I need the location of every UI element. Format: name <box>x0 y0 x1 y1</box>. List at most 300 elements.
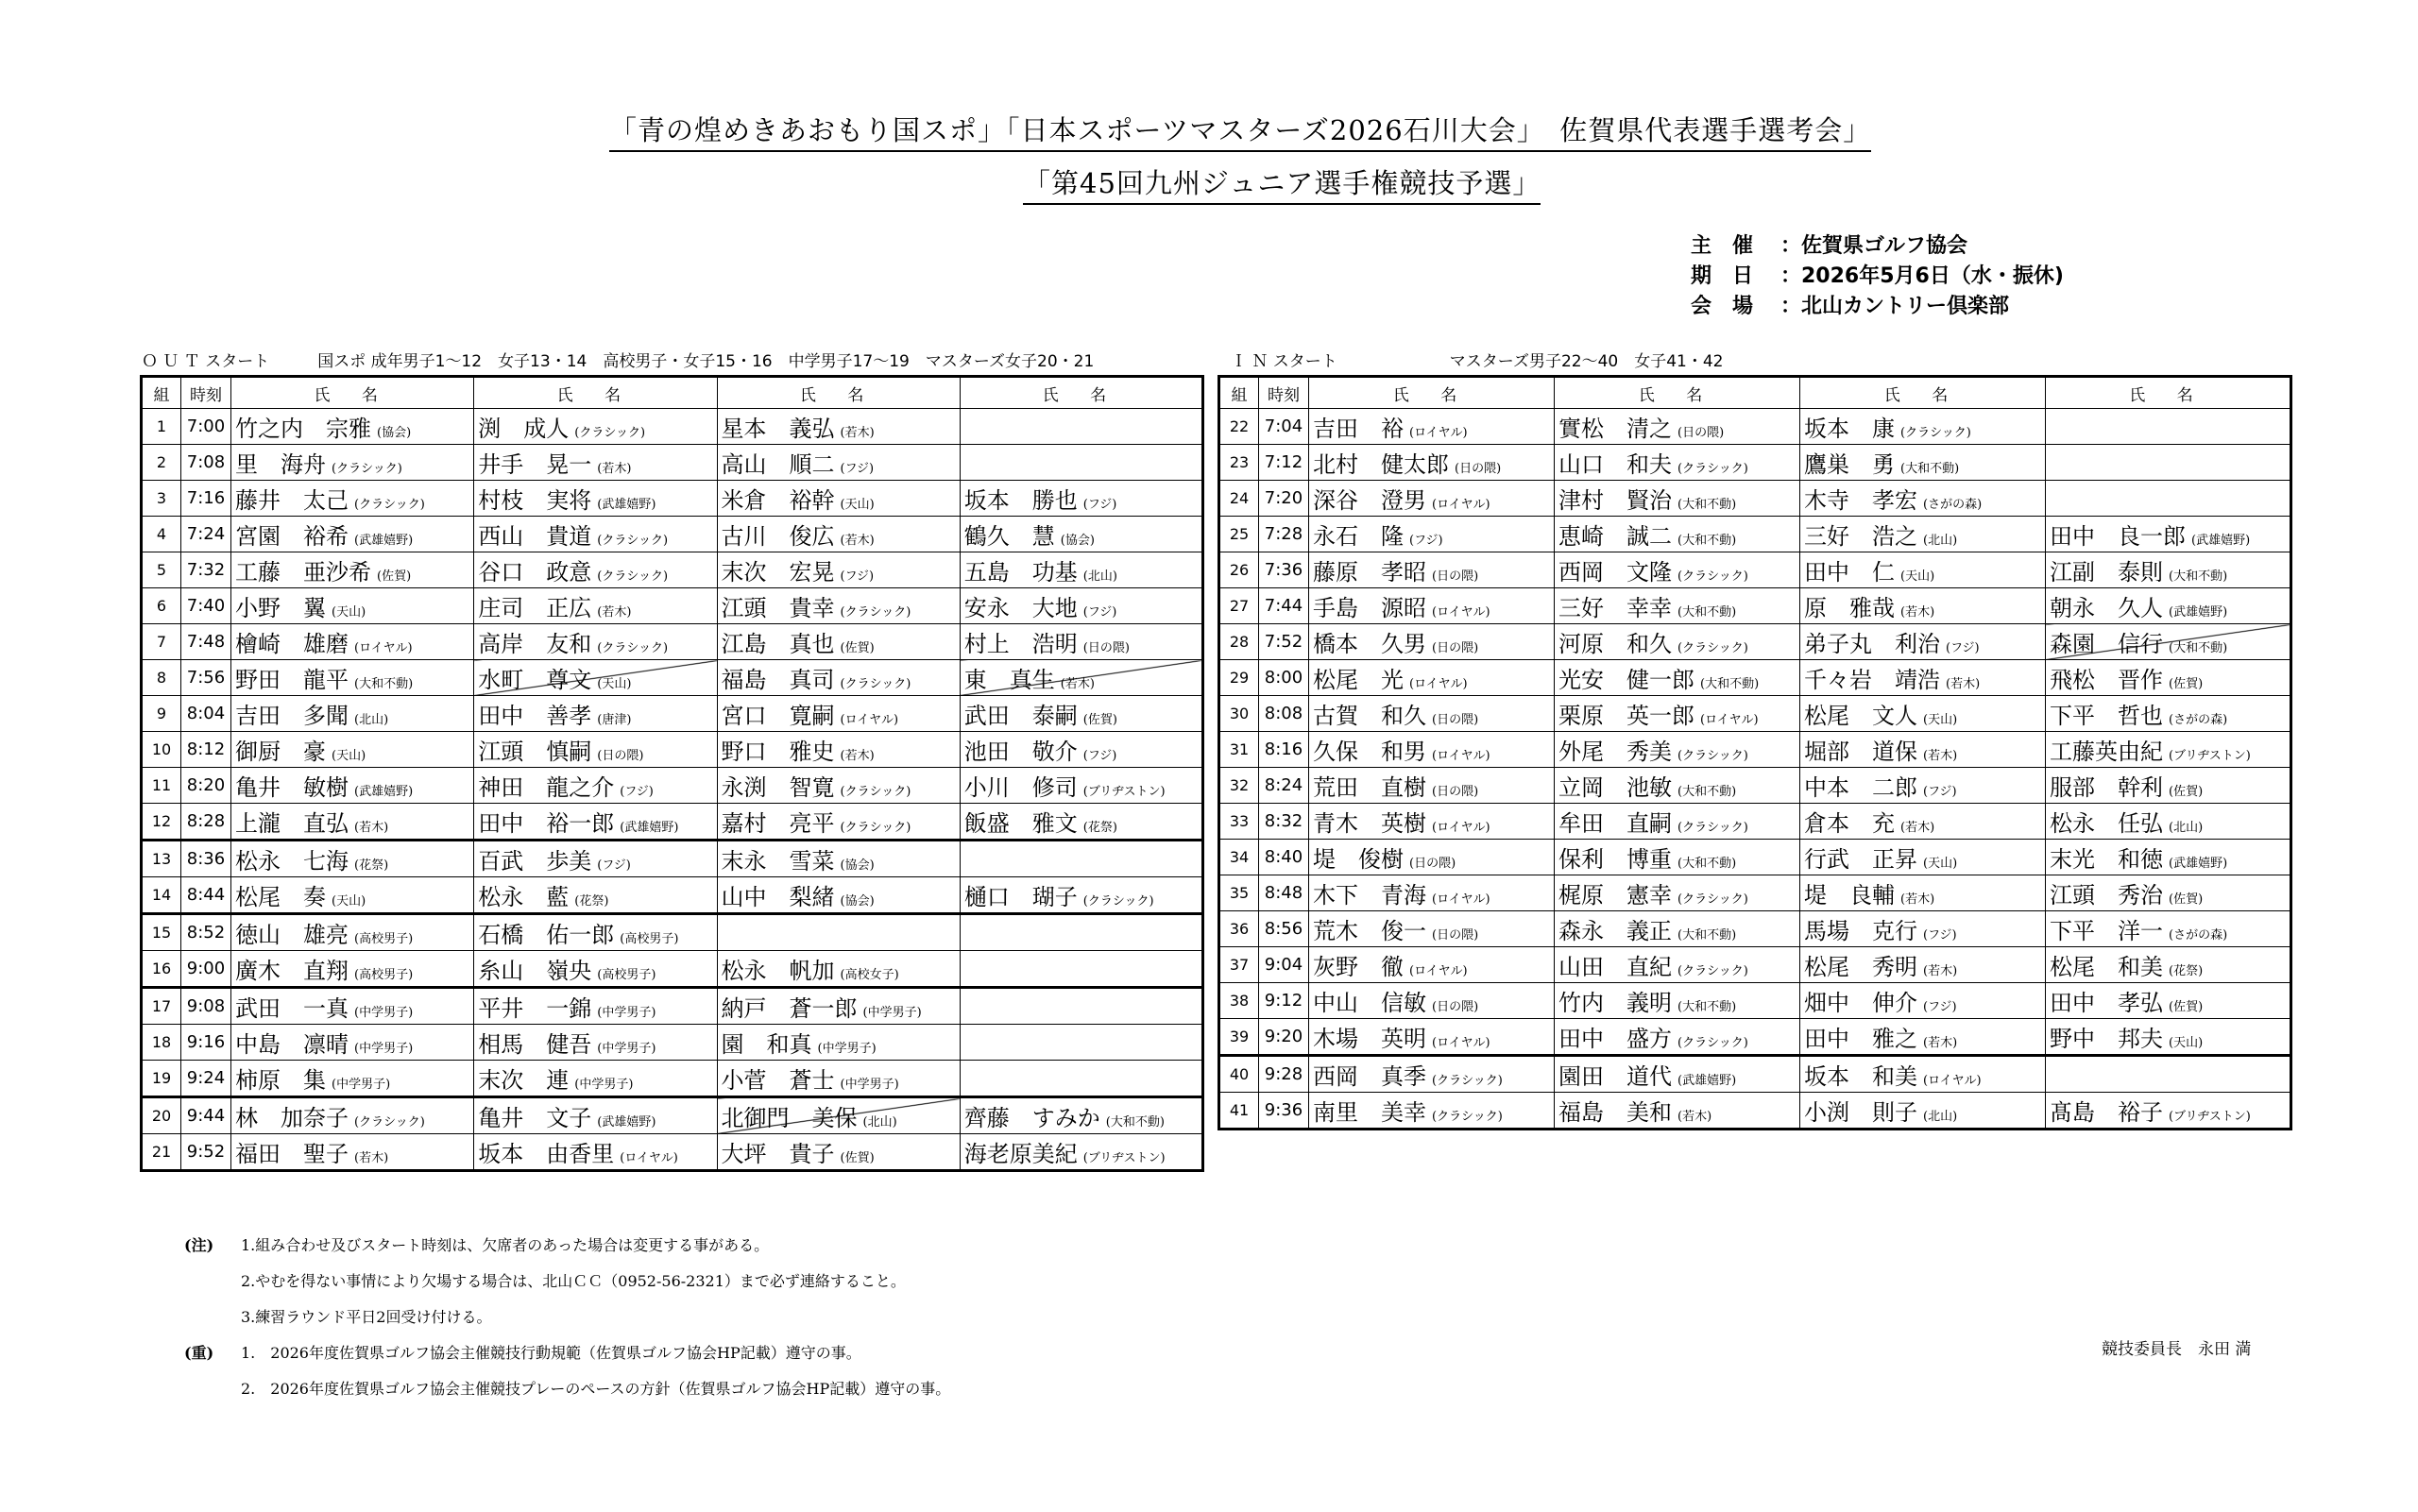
player-cell <box>960 951 1202 988</box>
player-name: 村枝 実将 <box>478 487 592 514</box>
col-group: 組 <box>1219 377 1259 409</box>
tee-time: 7:36 <box>1259 552 1309 588</box>
player-cell <box>1309 552 1555 588</box>
player-club: (ロイヤル) <box>620 1151 678 1165</box>
group-number: 38 <box>1219 983 1259 1019</box>
player-cell <box>1309 947 1555 983</box>
player-club: (若木) <box>1900 892 1935 907</box>
player-club: (クラシック) <box>597 534 669 548</box>
player-name: 御厨 豪 <box>235 739 326 765</box>
player-club: (協会) <box>1060 534 1095 548</box>
player-club: (協会) <box>840 858 875 873</box>
player-club: (中学男子) <box>597 1006 656 1020</box>
player-club: (武雄嬉野) <box>597 1115 656 1130</box>
tee-time: 9:36 <box>1259 1093 1309 1130</box>
player-cell <box>717 804 960 841</box>
player-name: 百武 歩美 <box>478 848 592 875</box>
player-club: (クラシック) <box>840 785 911 799</box>
pairing-row <box>142 517 1203 552</box>
player-name: 江副 泰則 <box>2050 559 2163 586</box>
player-cell <box>717 951 960 988</box>
player-cell <box>231 624 474 660</box>
player-name: 江頭 貴幸 <box>721 595 835 621</box>
player-club: (ブリヂストン) <box>1082 785 1166 799</box>
player-club: (フジ) <box>1923 1000 1957 1014</box>
player-cell <box>231 951 474 988</box>
player-cell <box>231 768 474 804</box>
group-number: 18 <box>142 1025 181 1061</box>
player-club: (クラシック) <box>1677 569 1748 584</box>
player-name: 光安 健一郎 <box>1558 667 1694 693</box>
player-club: (大和不動) <box>1677 605 1737 620</box>
player-club: (中学男子) <box>332 1078 391 1092</box>
player-cell <box>960 914 1202 951</box>
pairing-row <box>1219 804 2291 840</box>
player-name: 倉本 充 <box>1804 810 1895 837</box>
player-name: 中本 二郎 <box>1804 774 1917 801</box>
player-club: (クラシック) <box>597 569 669 584</box>
player-name: 久保 和男 <box>1313 739 1426 765</box>
player-club: (日の隈) <box>1455 462 1502 476</box>
player-cell <box>231 1097 474 1134</box>
info-organizer: 主 催 ：佐賀県ゴルフ協会 <box>1691 234 1968 258</box>
player-cell <box>474 1097 717 1134</box>
player-name: 江頭 慎嗣 <box>478 739 592 765</box>
player-cell <box>1309 1093 1555 1130</box>
tee-time: 8:28 <box>181 804 231 841</box>
player-name: 木場 英明 <box>1313 1026 1426 1052</box>
col-name: 氏 名 <box>231 377 474 409</box>
player-club: (高校男子) <box>354 968 414 982</box>
player-cell <box>474 445 717 481</box>
tee-time: 8:36 <box>181 841 231 877</box>
player-club: (中学男子) <box>574 1078 634 1092</box>
player-name: 弟子丸 利治 <box>1804 631 1940 657</box>
player-name: 高岸 友和 <box>478 631 592 657</box>
player-cell <box>1555 732 1800 768</box>
player-name: 樋口 瑚子 <box>963 884 1078 910</box>
col-name: 氏 名 <box>1309 377 1555 409</box>
player-name: 大坪 貴子 <box>721 1141 835 1167</box>
player-club: (日の隈) <box>1432 1000 1479 1014</box>
player-name: 小菅 蒼士 <box>721 1067 835 1094</box>
player-club: (クラシック) <box>840 821 911 835</box>
player-cell <box>231 517 474 552</box>
in-start-table <box>1218 375 2292 1130</box>
player-club: (若木) <box>1900 605 1935 620</box>
player-cell <box>717 732 960 768</box>
player-name: 武田 泰嗣 <box>963 703 1078 729</box>
tee-time: 8:48 <box>1259 875 1309 911</box>
player-name: 河原 和久 <box>1558 631 1672 657</box>
player-name: 千々岩 靖浩 <box>1804 667 1940 693</box>
player-club: (ブリヂストン) <box>1082 1151 1166 1165</box>
player-name: 渕 成人 <box>478 416 570 442</box>
player-club: (天山) <box>1923 713 1958 727</box>
player-name: 嘉村 亮平 <box>721 810 835 837</box>
player-cell <box>474 1134 717 1171</box>
pairing-row <box>142 732 1203 768</box>
tee-time: 8:04 <box>181 696 231 732</box>
player-name: 林 加奈子 <box>235 1105 349 1131</box>
out-start-table <box>140 375 1204 1172</box>
player-cell <box>474 624 717 660</box>
player-name: 坂本 勝也 <box>963 487 1078 514</box>
player-cell <box>717 1134 960 1171</box>
player-club: (中学男子) <box>840 1078 899 1092</box>
player-club: (若木) <box>597 462 632 476</box>
player-cell <box>960 660 1202 696</box>
player-club: (武雄嬉野) <box>2191 534 2251 548</box>
tee-time: 7:40 <box>181 588 231 624</box>
player-name: 工藤 亜沙希 <box>235 559 371 586</box>
player-cell <box>1800 1093 2046 1130</box>
tee-time: 8:16 <box>1259 732 1309 768</box>
group-number: 19 <box>142 1061 181 1097</box>
player-cell <box>1555 696 1800 732</box>
tee-time: 8:12 <box>181 732 231 768</box>
document-title: 「青の煌めきあおもり国スポ」「日本スポーツマスターズ2026石川大会」 佐賀県代表選手選考会」 <box>609 110 1871 152</box>
group-number: 29 <box>1219 660 1259 696</box>
player-cell <box>717 588 960 624</box>
player-name: 松永 七海 <box>235 848 349 875</box>
player-name: 徳山 雄亮 <box>235 922 349 948</box>
player-club: (大和不動) <box>2169 569 2228 584</box>
player-name: 朝永 久人 <box>2050 595 2163 621</box>
player-name: 野田 龍平 <box>235 667 349 693</box>
player-name: 松尾 奏 <box>235 884 326 910</box>
player-name: 井手 晃一 <box>478 451 592 478</box>
col-group: 組 <box>142 377 181 409</box>
player-cell <box>474 517 717 552</box>
player-cell <box>1800 588 2046 624</box>
player-club: (ロイヤル) <box>1432 1036 1490 1050</box>
tee-time: 9:52 <box>181 1134 231 1171</box>
player-name: 納戸 蒼一郎 <box>721 995 858 1022</box>
col-time: 時刻 <box>1259 377 1309 409</box>
player-name: 灰野 徹 <box>1313 954 1404 980</box>
pairing-row <box>1219 552 2291 588</box>
player-name: 田中 善孝 <box>478 703 592 729</box>
document-subtitle: 「第45回九州ジュニア選手権競技予選」 <box>1023 162 1541 205</box>
pairing-row <box>142 768 1203 804</box>
player-cell <box>1309 660 1555 696</box>
player-name: 荒木 俊一 <box>1313 918 1426 944</box>
player-name: 鷹巣 勇 <box>1804 451 1895 478</box>
player-name: 末次 宏晃 <box>721 559 835 586</box>
player-club: (クラシック) <box>332 462 402 476</box>
player-name: 永石 隆 <box>1313 523 1404 550</box>
player-name: 水町 尊文 <box>478 667 592 693</box>
pairing-row <box>142 445 1203 481</box>
player-name: 松尾 秀明 <box>1804 954 1917 980</box>
note: 1.組み合わせ及びスタート時刻は、欠席者のあった場合は変更する事がある。 <box>241 1236 770 1254</box>
player-name: 柿原 集 <box>235 1067 326 1094</box>
player-name: 畑中 伸介 <box>1804 990 1917 1016</box>
player-club: (フジ) <box>1409 534 1443 548</box>
player-cell <box>2046 840 2291 875</box>
player-name: 松尾 光 <box>1313 667 1404 693</box>
pairing-row <box>142 914 1203 951</box>
player-name: 松尾 和美 <box>2050 954 2163 980</box>
player-club: (クラシック) <box>840 605 911 620</box>
group-number: 35 <box>1219 875 1259 911</box>
group-number: 36 <box>1219 911 1259 947</box>
player-club: (日の隈) <box>1677 426 1725 440</box>
player-cell <box>474 660 717 696</box>
group-number: 39 <box>1219 1019 1259 1056</box>
player-cell <box>960 696 1202 732</box>
player-name: 深谷 澄男 <box>1313 487 1426 514</box>
group-number: 31 <box>1219 732 1259 768</box>
player-cell <box>1309 875 1555 911</box>
player-name: 森永 義正 <box>1558 918 1672 944</box>
player-cell <box>1800 696 2046 732</box>
player-name: 末次 連 <box>478 1067 570 1094</box>
player-name: 園 和真 <box>721 1031 812 1058</box>
player-club: (中学男子) <box>354 1006 414 1020</box>
player-cell <box>2046 1093 2291 1130</box>
group-number: 4 <box>142 517 181 552</box>
player-cell <box>474 841 717 877</box>
pairing-row <box>142 552 1203 588</box>
player-cell <box>2046 947 2291 983</box>
group-number: 7 <box>142 624 181 660</box>
player-cell <box>960 1097 1202 1134</box>
player-cell <box>2046 768 2291 804</box>
player-cell <box>1800 409 2046 445</box>
group-number: 24 <box>1219 481 1259 517</box>
player-name: 橋本 久男 <box>1313 631 1426 657</box>
player-club: (ロイヤル) <box>840 713 899 727</box>
player-club: (若木) <box>1923 1036 1958 1050</box>
tee-time: 9:12 <box>1259 983 1309 1019</box>
player-cell <box>1800 804 2046 840</box>
player-name: 福田 聖子 <box>235 1141 349 1167</box>
col-name: 氏 名 <box>717 377 960 409</box>
tee-time: 8:20 <box>181 768 231 804</box>
pairing-row <box>1219 1019 2291 1056</box>
player-cell <box>1309 911 1555 947</box>
player-name: 平井 一錦 <box>478 995 592 1022</box>
out-start-header: Ｏ Ｕ Ｔ スタート 国スポ 成年男子1～12 女子13・14 高校男子・女子15・16 中学男子17～19 マスターズ女子20・21 <box>142 352 1095 371</box>
pairing-row <box>142 588 1203 624</box>
player-cell <box>960 1134 1202 1171</box>
player-name: 松尾 文人 <box>1804 703 1917 729</box>
player-cell <box>1309 732 1555 768</box>
player-club: (ロイヤル) <box>1432 498 1490 512</box>
player-cell <box>1555 875 1800 911</box>
player-cell <box>960 841 1202 877</box>
player-club: (クラシック) <box>1677 641 1748 655</box>
player-club: (花祭) <box>354 858 389 873</box>
player-club: (武雄嬉野) <box>354 785 414 799</box>
player-name: 服部 幹利 <box>2050 774 2163 801</box>
player-cell <box>960 804 1202 841</box>
player-name: 木寺 孝宏 <box>1804 487 1917 514</box>
player-club: (ロイヤル) <box>1923 1074 1982 1088</box>
player-club: (若木) <box>840 534 875 548</box>
pairing-row <box>1219 660 2291 696</box>
player-club: (ロイヤル) <box>1432 892 1490 907</box>
player-cell <box>474 951 717 988</box>
player-name: 堤 俊樹 <box>1313 846 1404 873</box>
player-club: (フジ) <box>840 462 875 476</box>
player-cell <box>1309 768 1555 804</box>
player-name: 藤原 孝昭 <box>1313 559 1426 586</box>
player-club: (協会) <box>377 426 412 440</box>
player-club: (北山) <box>1923 1110 1958 1124</box>
pairing-row <box>1219 732 2291 768</box>
player-club: (クラシック) <box>1677 462 1748 476</box>
signature: 競技委員長 永田 満 <box>2102 1340 2252 1359</box>
player-club: (若木) <box>1923 964 1958 978</box>
group-number: 33 <box>1219 804 1259 840</box>
player-name: 中島 凛晴 <box>235 1031 349 1058</box>
player-cell <box>474 1025 717 1061</box>
pairing-row <box>1219 875 2291 911</box>
player-club: (大和不動) <box>1677 534 1737 548</box>
player-club: (大和不動) <box>1900 462 1960 476</box>
player-club: (日の隈) <box>1432 713 1479 727</box>
player-name: 廣木 直翔 <box>235 958 349 984</box>
player-cell <box>717 1061 960 1097</box>
player-club: (若木) <box>1946 677 1981 691</box>
player-club: (花祭) <box>1082 821 1117 835</box>
player-name: 青木 英樹 <box>1313 810 1426 837</box>
player-cell <box>717 517 960 552</box>
player-cell <box>474 409 717 445</box>
player-cell <box>717 988 960 1025</box>
player-club: (若木) <box>597 605 632 620</box>
player-cell <box>474 588 717 624</box>
player-club: (大和不動) <box>354 677 414 691</box>
player-club: (佐賀) <box>1082 713 1117 727</box>
player-cell <box>1555 552 1800 588</box>
player-club: (若木) <box>1060 677 1095 691</box>
player-name: 田中 仁 <box>1804 559 1895 586</box>
group-number: 41 <box>1219 1093 1259 1130</box>
player-club: (フジ) <box>1946 641 1980 655</box>
event-info <box>1691 231 2064 322</box>
player-name: 三好 幸幸 <box>1558 595 1672 621</box>
tee-time: 8:24 <box>1259 768 1309 804</box>
pairing-row <box>142 1097 1203 1134</box>
tee-time: 9:04 <box>1259 947 1309 983</box>
player-club: (協会) <box>840 894 875 909</box>
player-cell <box>960 481 1202 517</box>
player-cell <box>1555 947 1800 983</box>
tee-time: 9:24 <box>181 1061 231 1097</box>
player-cell <box>2046 624 2291 660</box>
player-cell <box>2046 588 2291 624</box>
player-name: 宮口 寛嗣 <box>721 703 835 729</box>
player-cell <box>717 877 960 914</box>
player-cell <box>1800 875 2046 911</box>
player-club: (花祭) <box>2169 964 2204 978</box>
player-name: 庄司 正広 <box>478 595 592 621</box>
player-cell <box>1309 445 1555 481</box>
player-club: (若木) <box>1677 1110 1712 1124</box>
player-cell <box>231 732 474 768</box>
player-cell <box>960 517 1202 552</box>
player-club: (武雄嬉野) <box>620 821 679 835</box>
player-cell <box>1555 624 1800 660</box>
player-name: 宮園 裕希 <box>235 523 349 550</box>
player-name: 園田 道代 <box>1558 1063 1672 1090</box>
player-club: (北山) <box>354 713 389 727</box>
player-club: (クラシック) <box>840 677 911 691</box>
pairing-row <box>142 1025 1203 1061</box>
player-club: (ロイヤル) <box>1409 964 1468 978</box>
notes <box>184 1228 950 1407</box>
player-club: (武雄嬉野) <box>2169 857 2228 871</box>
col-name: 氏 名 <box>960 377 1202 409</box>
player-name: 村上 浩明 <box>963 631 1078 657</box>
note: 2.やむを得ない事情により欠場する場合は、北山ＣＣ（0952-56-2321）まで必ず連絡すること。 <box>241 1272 906 1290</box>
player-club: (天山) <box>332 749 366 763</box>
player-club: (若木) <box>840 426 875 440</box>
pairing-row <box>142 624 1203 660</box>
player-name: 恵崎 誠二 <box>1558 523 1672 550</box>
pairing-row <box>1219 517 2291 552</box>
pairing-row <box>1219 1093 2291 1130</box>
pairing-row <box>1219 1056 2291 1093</box>
player-name: 三好 浩之 <box>1804 523 1917 550</box>
player-cell <box>231 660 474 696</box>
player-club: (佐賀) <box>2169 785 2204 799</box>
player-name: 立岡 池敏 <box>1558 774 1672 801</box>
player-name: 田中 良一郎 <box>2050 523 2186 550</box>
player-cell <box>474 481 717 517</box>
player-name: 田中 裕一郎 <box>478 810 615 837</box>
player-cell <box>2046 481 2291 517</box>
player-cell <box>1309 409 1555 445</box>
group-number: 1 <box>142 409 181 445</box>
player-cell <box>1555 660 1800 696</box>
group-number: 28 <box>1219 624 1259 660</box>
player-club: (クラシック) <box>1677 1036 1748 1050</box>
player-cell <box>2046 660 2291 696</box>
player-club: (ロイヤル) <box>1409 426 1468 440</box>
player-name: 糸山 嶺央 <box>478 958 592 984</box>
pairing-row <box>1219 696 2291 732</box>
player-club: (中学男子) <box>597 1042 656 1056</box>
player-club: (高校男子) <box>620 932 679 946</box>
player-name: 里 海舟 <box>235 451 326 478</box>
player-cell <box>717 841 960 877</box>
player-cell <box>717 660 960 696</box>
tee-time: 7:44 <box>1259 588 1309 624</box>
tee-time: 8:52 <box>181 914 231 951</box>
player-club: (天山) <box>1923 857 1958 871</box>
player-name: 東 真生 <box>963 667 1055 693</box>
player-name: 中山 信敏 <box>1313 990 1426 1016</box>
player-cell <box>2046 911 2291 947</box>
player-club: (フジ) <box>597 858 631 873</box>
player-cell <box>231 696 474 732</box>
player-club: (ロイヤル) <box>1432 821 1490 835</box>
player-club: (フジ) <box>620 785 654 799</box>
player-club: (高校男子) <box>354 932 414 946</box>
player-name: 相馬 健吾 <box>478 1031 592 1058</box>
player-cell <box>1800 840 2046 875</box>
player-cell <box>1800 445 2046 481</box>
player-name: 米倉 裕幹 <box>721 487 835 514</box>
group-number: 5 <box>142 552 181 588</box>
player-name: 堤 良輔 <box>1804 882 1895 909</box>
player-club: (ロイヤル) <box>1432 749 1490 763</box>
